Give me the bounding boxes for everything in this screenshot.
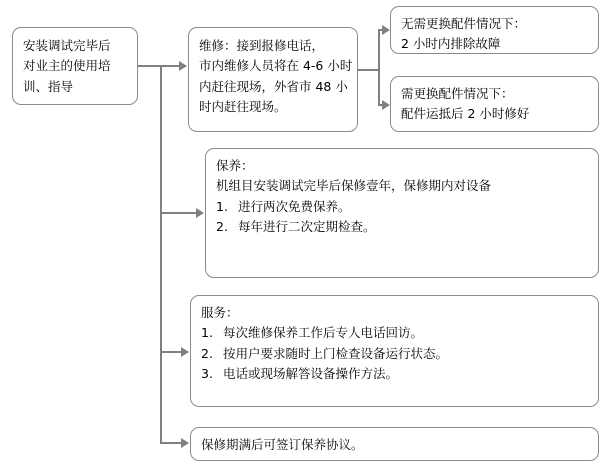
- node-start[interactable]: [12, 27, 138, 105]
- connector-split-vertical: [378, 29, 380, 106]
- connector-trunk-to-maintenance: [160, 212, 198, 214]
- connector-start-to-repair: [138, 65, 180, 67]
- list-item-label: 电话或现场解答设备操作方法。: [223, 365, 399, 381]
- node-repair-line-3: 内赶往现场，外省市 48 小: [199, 78, 348, 94]
- arrowhead-repair: [179, 61, 187, 71]
- arrowhead-part: [382, 100, 390, 110]
- node-maintenance-list: [216, 197, 588, 238]
- node-repair-line-1: 维修：接到报修电话，: [199, 38, 325, 53]
- list-item-label: 每次维修保养工作后专人电话回访。: [223, 325, 424, 341]
- node-start-line-2: 对业主的使用培: [23, 58, 111, 74]
- arrowhead-maintenance: [196, 208, 204, 218]
- node-no-replacement-part-line-2: 2 小时内排除故障: [401, 36, 501, 52]
- list-item-number: 2.: [201, 345, 213, 361]
- arrowhead-service: [181, 347, 189, 357]
- list-item-label: 进行两次免费保养。: [238, 198, 351, 214]
- node-repair-line-2: 市内维修人员将在 4-6 小时: [199, 58, 353, 74]
- node-warranty-agreement-line-1: 保修期满后可签订保养协议。: [201, 437, 364, 452]
- node-no-replacement-part[interactable]: [390, 6, 599, 54]
- list-item-number: 1.: [201, 325, 213, 341]
- node-warranty-agreement[interactable]: [190, 427, 599, 461]
- list-item-number: 3.: [201, 365, 213, 381]
- list-item: [201, 364, 588, 384]
- node-service-title: 服务：: [201, 305, 239, 320]
- node-repair[interactable]: [188, 27, 358, 132]
- connector-trunk-to-service: [160, 351, 183, 353]
- list-item: [201, 323, 588, 343]
- node-maintenance-intro: 机组目安装调试完毕后保修壹年，保修期内对设备: [216, 178, 492, 194]
- arrowhead-no-part: [382, 25, 390, 35]
- list-item: [216, 217, 588, 237]
- node-replacement-part-line-1: 需更换配件情况下：: [401, 86, 514, 101]
- node-start-line-1: 安装调试完毕后: [23, 38, 111, 53]
- connector-trunk-to-warranty: [160, 442, 183, 444]
- list-item-label: 每年进行二次定期检查。: [238, 218, 376, 234]
- node-maintenance-title: 保养：: [216, 158, 254, 173]
- node-replacement-part[interactable]: [390, 76, 599, 132]
- node-service[interactable]: [190, 295, 599, 407]
- connector-trunk-vertical: [160, 65, 162, 444]
- list-item-label: 按用户要求随时上门检查设备运行状态。: [223, 345, 449, 361]
- node-replacement-part-line-2: 配件运抵后 2 小时修好: [401, 106, 530, 122]
- connector-repair-to-split: [358, 69, 380, 71]
- list-item: [216, 197, 588, 217]
- node-no-replacement-part-line-1: 无需更换配件情况下：: [401, 16, 527, 31]
- node-repair-line-4: 时内赶往现场。: [199, 98, 287, 114]
- node-start-line-3: 训、指导: [23, 78, 74, 94]
- node-maintenance[interactable]: [205, 148, 599, 278]
- node-service-list: [201, 323, 588, 384]
- list-item-number: 2.: [216, 218, 228, 234]
- arrowhead-warranty: [181, 438, 189, 448]
- list-item-number: 1.: [216, 198, 228, 214]
- list-item: [201, 344, 588, 364]
